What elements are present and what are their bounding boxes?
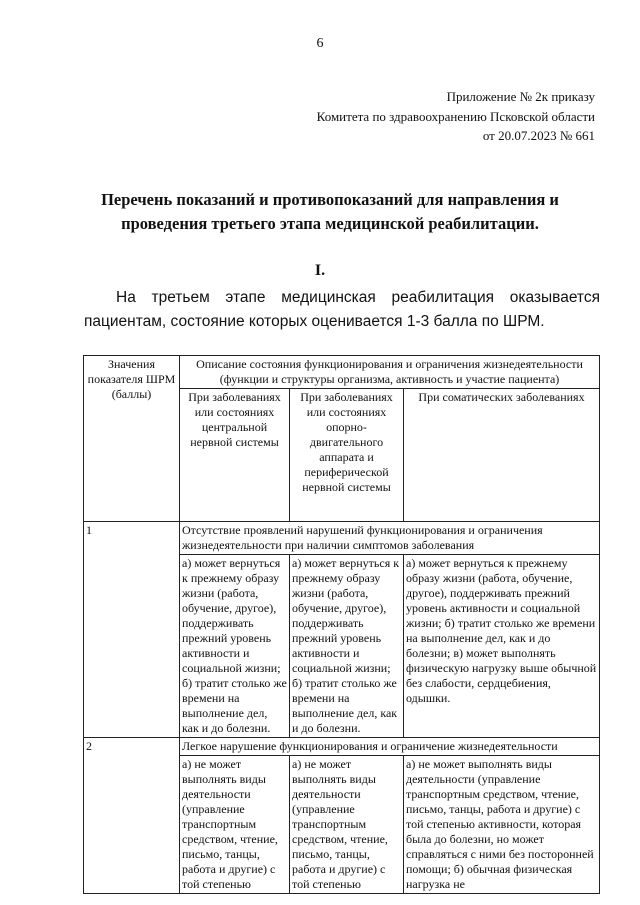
score-summary-cell: Отсутствие проявлений нарушений функционирования и ограничения жизнедеятельности при наличии симптомов заболевания xyxy=(180,522,600,555)
somatic-column-header: При соматических заболеваниях xyxy=(404,389,600,522)
section-number: I. xyxy=(314,262,326,279)
somatic-cell: а) может вернуться к прежнему образу жизни (работа, обучение, другое), поддерживать прежний уровень активности и социальной жизни; б) тратит столько же времени на выполнение дел, как и до болезни; в) может выполнять физическую нагрузку выше обычной без слабости, сердцебиения, одышки. xyxy=(404,555,600,738)
cns-cell: а) может вернуться к прежнему образу жизни (работа, обучение, другое), поддерживать прежний уровень активности и социальной жизни; б) тратит столько же времени на выполнение дел, как и до болезни. xyxy=(180,555,290,738)
indications-table xyxy=(83,355,600,894)
musculo-cell: а) может вернуться к прежнему образу жизни (работа, обучение, другое), поддерживать прежний уровень активности и социальной жизни; б) тратит столько же времени на выполнение дел, как и до болезни. xyxy=(290,555,404,738)
annex-line-2: Комитета по здравоохранению Псковской области xyxy=(316,108,595,124)
score-cell: 2 xyxy=(84,738,180,894)
annex-block xyxy=(317,87,595,146)
score-summary-cell: Легкое нарушение функционирования и ограничение жизнедеятельности xyxy=(180,738,600,756)
score-cell: 1 xyxy=(84,522,180,738)
musculo-cell: а) не может выполнять виды деятельности (управление транспортным средством, чтение, письмо, танцы, работа и другие) с той степенью xyxy=(290,756,404,894)
somatic-cell: а) не может выполнять виды деятельности (управление транспортным средством, чтение, письмо, танцы, работа и другие) с той степенью активности, которая была до болезни, но может справляться с ними без посторонней помощи; б) обычная физическая нагрузка не xyxy=(404,756,600,894)
table-row xyxy=(84,522,600,555)
annex-line-1: Приложение № 2к приказу xyxy=(446,89,595,104)
page-number: 6 xyxy=(316,36,324,51)
table-row xyxy=(84,738,600,756)
annex-line-3: от 20.07.2023 № 661 xyxy=(482,128,595,143)
document-title: Перечень показаний и противопоказаний для направления и проведения третьего этапа медицинской реабилитации. xyxy=(101,190,559,233)
cns-cell: а) не может выполнять виды деятельности (управление транспортным средством, чтение, письмо, танцы, работа и другие) с той степенью xyxy=(180,756,290,894)
musculo-column-header: При заболеваниях или состояниях опорно-двигательного аппарата и периферической нервной системы xyxy=(290,389,404,522)
description-group-header: Описание состояния функционирования и ограничения жизнедеятельности (функции и структуры организма, активность и участие пациента) xyxy=(180,356,600,389)
intro-paragraph: На третьем этапе медицинская реабилитация оказывается пациентам, состояние которых оценивается 1-3 балла по ШРМ. xyxy=(84,289,600,330)
score-column-header: Значения показателя ШРМ (баллы) xyxy=(84,356,180,522)
cns-column-header: При заболеваниях или состояниях центральной нервной системы xyxy=(180,389,290,522)
